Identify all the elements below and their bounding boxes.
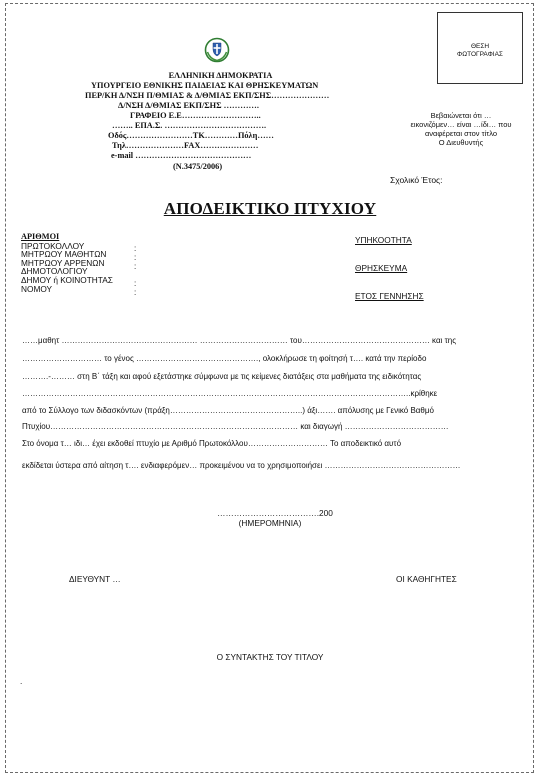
register-males: ΜΗΤΡΩΟΥ ΑΡΡΕΝΩΝ bbox=[21, 257, 105, 268]
date-line: ……………………………….200 bbox=[217, 508, 333, 518]
religion-label: ΘΡΗΣΚΕΥΜΑ bbox=[355, 263, 408, 273]
body-line: Στο όνομα τ… ιδι… έχει εκδοθεί πτυχίο με Αριθμό Πρωτοκόλλου………………………… Το αποδεικτικό αυτό bbox=[22, 439, 402, 448]
header-phone-fax: Τηλ…………………FAX………………… bbox=[112, 141, 259, 150]
school-year-label: Σχολικό Έτος: bbox=[390, 175, 443, 185]
body-line: ………………………… το γένος ………………………………………., ολοκλήρωσε τη φοίτησή τ…. κατά την περίοδο bbox=[22, 354, 427, 363]
document-title: ΑΠΟΔΕΙΚΤΙΚΟ ΠΤΥΧΙΟΥ bbox=[163, 199, 377, 218]
header-office: ΓΡΑΦΕΙΟ Ε.Ε……………………….. bbox=[130, 111, 261, 120]
verification-line3: αναφέρεται στον τίτλο bbox=[424, 129, 498, 138]
register-colon: : bbox=[134, 253, 137, 262]
header-ministry: ΥΠΟΥΡΓΕΙΟ ΕΘΝΙΚΗΣ ΠΑΙΔΕΙΑΣ ΚΑΙ ΘΡΗΣΚΕΥΜΑΤΩΝ bbox=[91, 81, 319, 90]
register-municipal: ΔΗΜΟΤΟΛΟΓΙΟΥ bbox=[21, 266, 88, 277]
footer-dot: . bbox=[20, 676, 23, 686]
body-line: ……μαθητ …………………………………………… …………………………… του………………………………………… και της bbox=[22, 336, 457, 345]
register-protocol: ΠΡΩΤΟΚΟΛΛΟΥ bbox=[21, 240, 85, 251]
header-secondary-directorate: Δ/ΝΣΗ Δ/ΘΜΙΑΣ ΕΚΠ/ΣΗΣ …………. bbox=[118, 101, 259, 110]
verification-line4: Ο Διευθυντής bbox=[438, 138, 484, 147]
teachers-signature-label: ΟΙ ΚΑΘΗΓΗΤΕΣ bbox=[396, 574, 457, 584]
verification-line1: Βεβαιώνεται ότι … bbox=[430, 111, 492, 120]
register-heading: ΑΡΙΘΜΟΙ bbox=[21, 232, 60, 241]
header-regional-directorate: ΠΕΡ/ΚΗ Δ/ΝΣΗ Π/ΘΜΙΑΣ & Δ/ΘΜΙΑΣ ΕΚΠ/ΣΗΣ………………… bbox=[85, 91, 330, 100]
verification-line2: εικονιζόμεν… είναι …ίδι… που bbox=[410, 120, 512, 129]
register-students: ΜΗΤΡΩΟΥ ΜΑΘΗΤΩΝ bbox=[21, 249, 107, 260]
author-label: Ο ΣΥΝΤΑΚΤΗΣ ΤΟΥ ΤΙΤΛΟΥ bbox=[216, 652, 324, 662]
register-colon: : bbox=[134, 288, 137, 297]
header-school: …….. ΕΠΑ.Σ. ………………………………. bbox=[112, 121, 267, 130]
register-prefecture: ΝΟΜΟΥ bbox=[21, 283, 53, 294]
photo-verification-note bbox=[406, 111, 516, 147]
birth-year-label: ΕΤΟΣ ΓΕΝΝΗΣΗΣ bbox=[355, 291, 424, 301]
header-address: Οδός……………………ΤΚ…………Πόλη…… bbox=[108, 131, 274, 140]
body-line: Πτυχίου………………………………………………………………………………… και διαγωγή ………………………………… bbox=[22, 422, 449, 431]
photo-label-line1: ΘΕΣΗ bbox=[470, 43, 490, 50]
register-colon: : bbox=[134, 244, 137, 253]
header-republic: ΕΛΛΗΝΙΚΗ ΔΗΜΟΚΡΑΤΙΑ bbox=[168, 71, 273, 80]
body-line: από το Σύλλογο των διδασκόντων (πράξη…………………………………………..) άξι……. απόλυσης με Γενικό Βαθμό bbox=[22, 406, 434, 415]
header-law-reference: (Ν.3475/2006) bbox=[173, 162, 223, 171]
register-municipality: ΔΗΜΟΥ ή ΚΟΙΝΟΤΗΤΑΣ bbox=[21, 274, 113, 285]
register-colon: : bbox=[134, 262, 137, 271]
photo-placeholder bbox=[437, 12, 523, 84]
body-line: εκδίδεται ύστερα από αίτηση τ…. ενδιαφερόμεν… προκειμένου να το χρησιμοποιήσει …………………………………………… bbox=[22, 461, 461, 470]
register-colon: : bbox=[134, 279, 137, 288]
citizenship-label: ΥΠΗΚΟΟΤΗΤΑ bbox=[355, 235, 412, 245]
greek-state-emblem-icon bbox=[204, 37, 230, 63]
header-email: e-mail …………………………………… bbox=[111, 151, 252, 160]
date-label: (ΗΜΕΡΟΜΗΝΙΑ) bbox=[238, 518, 302, 528]
body-line: ……….-……… στη Β΄ τάξη και αφού εξετάστηκε σύμφωνα με τις κείμενες διατάξεις στα μαθήματα της ειδικότητας bbox=[22, 372, 422, 381]
director-signature-label: ΔΙΕΥΘΥΝΤ … bbox=[69, 574, 121, 584]
register-numbers bbox=[21, 233, 113, 293]
body-line: ………………………………………………………………………………………………………………………………..κρίθηκε bbox=[22, 389, 438, 398]
photo-label-line2: ΦΩΤΟΓΡΑΦΙΑΣ bbox=[457, 51, 503, 58]
